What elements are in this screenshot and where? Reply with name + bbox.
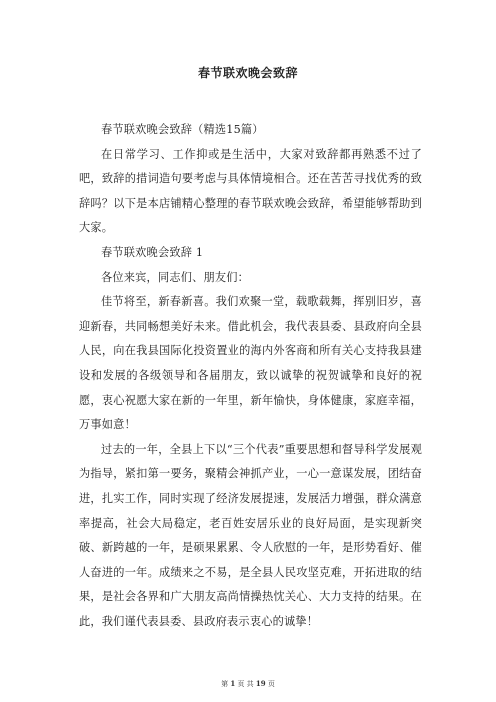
document-body	[79, 118, 422, 634]
salutation-paragraph: 各位来宾，同志们、朋友们：	[101, 270, 250, 284]
body-paragraph: 佳节将至，新春新喜。我们欢聚一堂，载歌载舞，挥别旧岁，喜迎新春，共同畅想美好未来。借此机会，我代表县委、县政府向全县人民，向在我县国际化投资置业的海内外客商和所有关心支持我县建设和发展的各级领导和各届朋友，致以诚挚的祝贺诚挚和良好的祝愿，衷心祝愿大家在新的一年里，新年愉快，身体健康，家庭幸福，万事如意！	[79, 295, 422, 432]
page-footer	[0, 679, 496, 689]
total-pages-number: 19	[255, 679, 266, 688]
intro-paragraph: 在日常学习、工作抑或是生活中，大家对致辞都再熟悉不过了吧，致辞的措词造句要考虑与具体情境相合。还在苦苦寻找优秀的致辞吗？以下是本店铺精心整理的春节联欢晚会致辞，希望能够帮助到大家。	[79, 147, 422, 235]
footer-prefix: 第	[221, 680, 229, 688]
section-heading: 春节联欢晚会致辞 1	[101, 245, 204, 259]
body-paragraph: 过去的一年，全县上下以“三个代表”重要思想和督导科学发展观为指导，紧扣第一要务，聚精会神抓产业，一心一意谋发展，团结奋进，扎实工作，同时实现了经济发展提速，发展活力增强，群众满意率提高，社会大局稳定，老百姓安居乐业的良好局面，是实现新突破、新跨越的一年，是硕果累累、令人欣慰的一年，是形势看好、催人奋进的一年。成绩来之不易，是全县人民攻坚克难，开拓进取的结果，是社会各界和广大朋友高尚情操热忱关心、大力支持的结果。在此，我们谨代表县委、县政府表示衷心的诚挚！	[79, 442, 422, 628]
current-page-number: 1	[230, 679, 236, 688]
document-title: 春节联欢晚会致辞	[197, 66, 298, 80]
footer-middle: 页 共	[237, 680, 254, 688]
subtitle-paragraph: 春节联欢晚会致辞（精选15篇）	[101, 123, 264, 136]
footer-suffix: 页	[267, 680, 275, 688]
